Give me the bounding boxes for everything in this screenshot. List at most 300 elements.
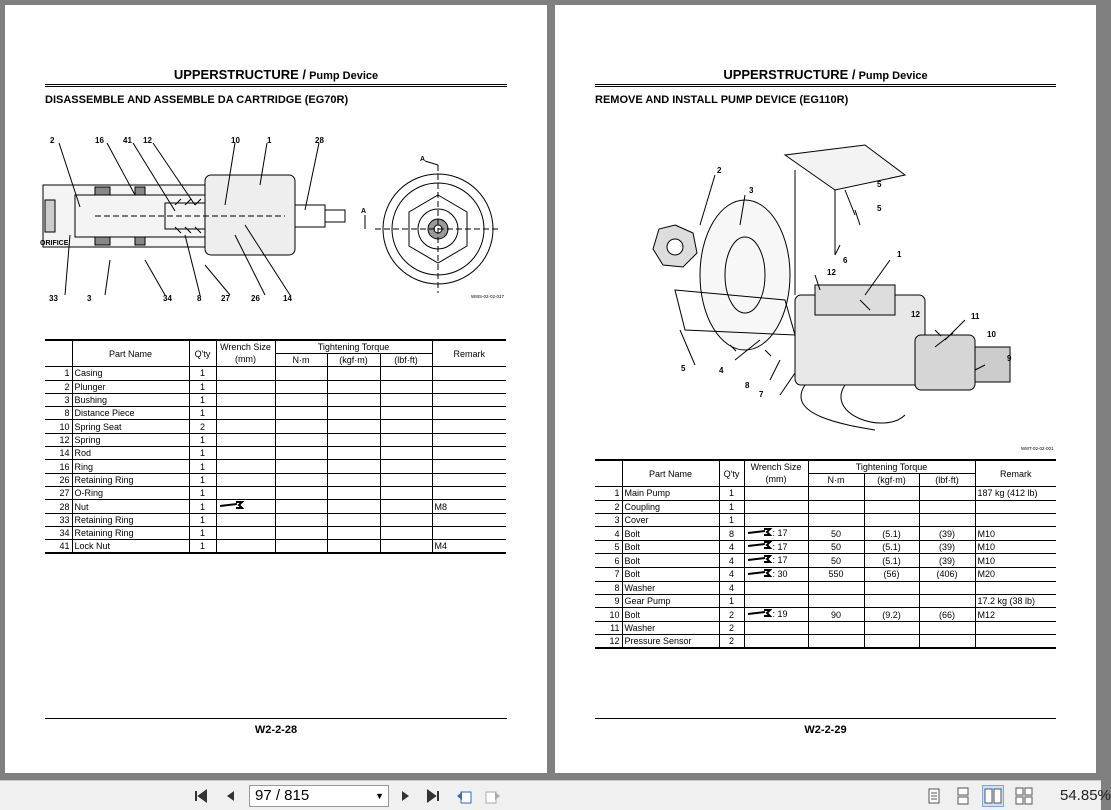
col-qty: Q'ty — [719, 460, 744, 487]
cell-remark — [432, 527, 506, 540]
table-row — [45, 380, 506, 393]
cell-qty: 1 — [189, 367, 216, 380]
cell-qty: 1 — [189, 393, 216, 406]
col-wrench: Wrench Size (mm) — [744, 460, 808, 487]
wrench-icon — [219, 501, 245, 513]
table-row — [45, 527, 506, 540]
page-number: W2-2-28 — [254, 724, 298, 736]
col-torque: Tightening Torque — [275, 340, 432, 354]
cell-lbf: (406) — [919, 568, 975, 582]
cell-no: 10 — [45, 420, 72, 433]
cell-remark — [975, 581, 1056, 594]
cell-nm — [808, 513, 864, 526]
cell-lbf — [380, 447, 432, 460]
label-9: 9 — [1007, 354, 1012, 363]
wrench-icon — [747, 555, 773, 567]
label-1: 1 — [897, 250, 902, 259]
cell-wrench — [744, 487, 808, 500]
cell-no: 1 — [595, 487, 622, 500]
cell-kgf — [864, 500, 919, 513]
cell-remark — [975, 635, 1056, 649]
page-number: W2-2-29 — [804, 724, 847, 736]
cell-wrench — [744, 513, 808, 526]
cell-kgf — [327, 433, 380, 446]
label-8: 8 — [745, 381, 750, 390]
cell-qty: 1 — [189, 433, 216, 446]
viewer-toolbar — [0, 780, 1111, 810]
go-forward-icon[interactable] — [482, 785, 504, 807]
cell-kgf: (9.2) — [864, 608, 919, 622]
cell-nm — [275, 540, 327, 554]
cell-qty: 2 — [189, 420, 216, 433]
cell-remark: M10 — [975, 540, 1056, 554]
cell-nm — [275, 367, 327, 380]
cell-no: 34 — [45, 527, 72, 540]
cell-name: Cover — [622, 513, 719, 526]
cell-kgf — [864, 513, 919, 526]
cell-qty: 2 — [719, 608, 744, 622]
cell-lbf: (66) — [919, 608, 975, 622]
cell-no: 14 — [45, 447, 72, 460]
cell-no: 8 — [595, 581, 622, 594]
label-12b: 12 — [911, 310, 920, 319]
cell-wrench — [744, 500, 808, 513]
col-kgf: (kgf·m) — [327, 354, 380, 367]
cell-name: Nut — [72, 500, 189, 514]
table-row — [595, 500, 1056, 513]
cell-no: 7 — [595, 568, 622, 582]
cell-kgf — [327, 500, 380, 514]
cell-no: 28 — [45, 500, 72, 514]
cell-qty: 8 — [719, 527, 744, 541]
cell-nm — [275, 513, 327, 526]
cell-wrench — [744, 621, 808, 634]
cell-lbf — [919, 635, 975, 649]
pump-device-drawing — [645, 115, 1065, 455]
cell-name: Retaining Ring — [72, 527, 189, 540]
header-rule — [595, 84, 1056, 87]
page-header: UPPERSTRUCTURE / Pump Device — [173, 67, 379, 82]
cell-remark — [432, 407, 506, 420]
label-12: 12 — [143, 136, 152, 145]
wrench-icon — [747, 528, 773, 540]
cell-remark — [432, 460, 506, 473]
cell-nm: 550 — [808, 568, 864, 582]
label-26: 26 — [251, 294, 260, 303]
cell-kgf — [327, 380, 380, 393]
cell-qty: 1 — [189, 473, 216, 486]
cell-wrench — [216, 393, 275, 406]
table-row — [595, 635, 1056, 649]
label-2: 2 — [717, 166, 722, 175]
cell-lbf — [380, 527, 432, 540]
cell-nm — [275, 447, 327, 460]
cell-qty: 1 — [189, 513, 216, 526]
wrench-icon — [747, 569, 773, 581]
cell-kgf: (5.1) — [864, 527, 919, 541]
cell-no: 8 — [45, 407, 72, 420]
col-part-name: Part Name — [72, 340, 189, 367]
cell-qty: 1 — [189, 447, 216, 460]
table-row — [45, 367, 506, 380]
cell-name: Rod — [72, 447, 189, 460]
label-41: 41 — [123, 136, 132, 145]
cell-no: 11 — [595, 621, 622, 634]
cell-lbf: (39) — [919, 540, 975, 554]
cell-no: 16 — [45, 460, 72, 473]
cell-nm — [808, 594, 864, 607]
cell-wrench — [216, 380, 275, 393]
label-6: 6 — [843, 256, 848, 265]
cell-wrench — [216, 473, 275, 486]
cell-nm: 50 — [808, 540, 864, 554]
label-5b: 5 — [877, 204, 882, 213]
cell-name: Bolt — [622, 554, 719, 568]
cell-remark: M4 — [432, 540, 506, 554]
cell-wrench: : 17 — [744, 540, 808, 554]
cell-nm — [275, 486, 327, 499]
page-number-input[interactable]: 97 / 815 ▼ — [249, 785, 389, 807]
cell-kgf — [327, 420, 380, 433]
cell-nm — [808, 487, 864, 500]
col-kgf: (kgf·m) — [864, 474, 919, 487]
cell-name: Ring — [72, 460, 189, 473]
cell-kgf — [864, 635, 919, 649]
cell-nm: 50 — [808, 527, 864, 541]
continuous-icon[interactable] — [952, 785, 974, 807]
col-nm: N·m — [275, 354, 327, 367]
cell-kgf — [327, 473, 380, 486]
col-part-name: Part Name — [622, 460, 719, 487]
cell-kgf — [864, 487, 919, 500]
table-row — [45, 460, 506, 473]
col-wrench: Wrench Size (mm) — [216, 340, 275, 367]
cell-remark — [975, 621, 1056, 634]
cell-qty: 1 — [719, 594, 744, 607]
cell-no: 6 — [595, 554, 622, 568]
col-nm: N·m — [808, 474, 864, 487]
table-row — [45, 473, 506, 486]
cell-no: 26 — [45, 473, 72, 486]
footer-rule — [595, 718, 1056, 719]
cell-kgf — [864, 594, 919, 607]
cell-name: Plunger — [72, 380, 189, 393]
cell-remark — [432, 393, 506, 406]
cell-name: Distance Piece — [72, 407, 189, 420]
cell-qty: 1 — [719, 500, 744, 513]
label-3: 3 — [749, 186, 754, 195]
cell-no: 27 — [45, 486, 72, 499]
cell-name: Spring — [72, 433, 189, 446]
cell-wrench — [216, 460, 275, 473]
next-page-icon[interactable] — [394, 785, 416, 807]
col-lbf: (lbf·ft) — [380, 354, 432, 367]
table-row — [595, 594, 1056, 607]
label-8: 8 — [197, 294, 202, 303]
cell-name: Bolt — [622, 527, 719, 541]
cell-name: Gear Pump — [622, 594, 719, 607]
cell-lbf — [380, 407, 432, 420]
cell-remark — [432, 486, 506, 499]
cell-remark: M10 — [975, 554, 1056, 568]
cell-qty: 1 — [719, 487, 744, 500]
table-row — [45, 500, 506, 514]
cell-remark — [432, 447, 506, 460]
cell-lbf — [380, 367, 432, 380]
cell-lbf — [380, 473, 432, 486]
facing-icon[interactable] — [982, 785, 1004, 807]
cell-wrench — [216, 500, 275, 514]
cell-kgf — [864, 581, 919, 594]
table-row — [45, 407, 506, 420]
header-rule — [45, 84, 507, 87]
cell-lbf — [380, 540, 432, 554]
cell-nm — [275, 380, 327, 393]
cell-wrench — [216, 407, 275, 420]
cell-remark — [432, 420, 506, 433]
cell-wrench — [744, 594, 808, 607]
cell-name: Casing — [72, 367, 189, 380]
cell-nm — [808, 635, 864, 649]
parts-table — [595, 459, 1056, 649]
cell-kgf — [327, 540, 380, 554]
cell-wrench: : 30 — [744, 568, 808, 582]
cell-wrench: : 19 — [744, 608, 808, 622]
cell-kgf — [327, 527, 380, 540]
table-row — [595, 513, 1056, 526]
prev-page-icon[interactable] — [220, 785, 242, 807]
cell-qty: 4 — [719, 540, 744, 554]
cell-name: Coupling — [622, 500, 719, 513]
cell-nm — [275, 433, 327, 446]
col-qty: Q'ty — [189, 340, 216, 367]
cell-lbf — [380, 380, 432, 393]
label-7: 7 — [759, 390, 764, 399]
table-row — [595, 527, 1056, 541]
cell-kgf: (5.1) — [864, 540, 919, 554]
label-5a: 5 — [877, 180, 882, 189]
da-cartridge-drawing — [35, 125, 515, 310]
table-row — [45, 486, 506, 499]
wrench-icon — [747, 609, 773, 621]
cell-name: Pressure Sensor — [622, 635, 719, 649]
label-16: 16 — [95, 136, 104, 145]
table-row — [45, 433, 506, 446]
cell-name: Bolt — [622, 568, 719, 582]
cell-wrench — [216, 527, 275, 540]
cell-qty: 1 — [189, 540, 216, 554]
cell-no: 41 — [45, 540, 72, 554]
label-10: 10 — [231, 136, 240, 145]
cell-wrench — [216, 486, 275, 499]
cell-no: 10 — [595, 608, 622, 622]
cell-remark — [975, 500, 1056, 513]
wrench-icon — [747, 541, 773, 553]
cell-lbf — [919, 621, 975, 634]
chevron-down-icon[interactable]: ▼ — [375, 791, 384, 801]
cell-nm: 90 — [808, 608, 864, 622]
cell-nm — [275, 420, 327, 433]
cell-lbf — [919, 487, 975, 500]
cell-qty: 4 — [719, 554, 744, 568]
col-lbf: (lbf·ft) — [919, 474, 975, 487]
cell-remark: M10 — [975, 527, 1056, 541]
cell-lbf — [919, 581, 975, 594]
cell-kgf — [327, 513, 380, 526]
label-12a: 12 — [827, 268, 836, 277]
cell-kgf: (56) — [864, 568, 919, 582]
cell-wrench — [216, 433, 275, 446]
label-a-top: A — [420, 156, 426, 163]
cell-lbf: (39) — [919, 527, 975, 541]
drawing-code: W8IT-02-02-001 — [1021, 446, 1054, 451]
label-a-side: A — [361, 208, 367, 215]
cell-kgf — [327, 460, 380, 473]
cell-name: Washer — [622, 621, 719, 634]
cell-no: 2 — [595, 500, 622, 513]
table-row — [45, 447, 506, 460]
table-row — [595, 621, 1056, 634]
cell-lbf — [919, 513, 975, 526]
label-10: 10 — [987, 330, 996, 339]
cell-nm — [275, 393, 327, 406]
cell-qty: 1 — [189, 486, 216, 499]
cell-kgf — [327, 447, 380, 460]
cell-no: 3 — [45, 393, 72, 406]
cell-lbf — [380, 486, 432, 499]
table-row — [595, 608, 1056, 622]
cell-remark — [432, 513, 506, 526]
cell-nm — [808, 581, 864, 594]
cell-name: Lock Nut — [72, 540, 189, 554]
cell-qty: 1 — [189, 460, 216, 473]
label-34: 34 — [163, 294, 172, 303]
col-remark: Remark — [432, 340, 506, 367]
cell-wrench — [216, 513, 275, 526]
cell-remark — [432, 380, 506, 393]
table-row — [45, 513, 506, 526]
label-orifice: ORIFICE — [40, 240, 69, 247]
cell-kgf — [327, 367, 380, 380]
cell-remark: 187 kg (412 lb) — [975, 487, 1056, 500]
cell-qty: 4 — [719, 581, 744, 594]
table-row — [595, 487, 1056, 500]
cell-lbf — [380, 420, 432, 433]
cell-no: 9 — [595, 594, 622, 607]
label-14: 14 — [283, 294, 292, 303]
last-page-icon[interactable] — [422, 785, 444, 807]
cell-qty: 2 — [719, 621, 744, 634]
cell-qty: 1 — [189, 407, 216, 420]
cell-nm — [275, 473, 327, 486]
table-row — [45, 540, 506, 554]
label-1: 1 — [267, 136, 272, 145]
col-remark: Remark — [975, 460, 1056, 487]
cell-lbf — [380, 393, 432, 406]
footer-rule — [45, 718, 507, 719]
table-row — [595, 568, 1056, 582]
label-27: 27 — [221, 294, 230, 303]
table-row — [45, 393, 506, 406]
document-page-right — [555, 5, 1096, 773]
cell-remark — [432, 433, 506, 446]
cell-name: Washer — [622, 581, 719, 594]
cell-kgf — [327, 407, 380, 420]
cell-name: Bolt — [622, 608, 719, 622]
continuous-facing-icon[interactable] — [1013, 785, 1035, 807]
cell-wrench — [744, 581, 808, 594]
cell-wrench — [216, 447, 275, 460]
label-33: 33 — [49, 294, 58, 303]
cell-kgf — [327, 393, 380, 406]
cell-wrench — [216, 367, 275, 380]
cell-wrench: : 17 — [744, 527, 808, 541]
cell-wrench — [744, 635, 808, 649]
cell-remark: M12 — [975, 608, 1056, 622]
cell-remark — [432, 473, 506, 486]
cell-remark — [432, 367, 506, 380]
cell-no: 3 — [595, 513, 622, 526]
cell-lbf: (39) — [919, 554, 975, 568]
cell-lbf — [380, 460, 432, 473]
cell-qty: 1 — [719, 513, 744, 526]
cell-qty: 1 — [189, 500, 216, 514]
table-row — [45, 420, 506, 433]
label-5c: 5 — [681, 364, 686, 373]
single-page-icon[interactable] — [923, 785, 945, 807]
label-11: 11 — [971, 312, 980, 321]
cell-name: Retaining Ring — [72, 473, 189, 486]
table-row — [595, 581, 1056, 594]
cell-nm: 50 — [808, 554, 864, 568]
page-header: UPPERSTRUCTURE / Pump Device — [723, 67, 928, 82]
cell-wrench: : 17 — [744, 554, 808, 568]
cell-remark: M8 — [432, 500, 506, 514]
section-title: REMOVE AND INSTALL PUMP DEVICE (EG110R) — [595, 94, 849, 106]
cell-no: 12 — [45, 433, 72, 446]
cell-nm — [275, 527, 327, 540]
cell-lbf — [380, 500, 432, 514]
cell-no: 1 — [45, 367, 72, 380]
cell-qty: 4 — [719, 568, 744, 582]
cell-no: 12 — [595, 635, 622, 649]
cell-name: Main Pump — [622, 487, 719, 500]
document-page-left — [5, 5, 547, 773]
col-torque: Tightening Torque — [808, 460, 975, 474]
cell-nm — [808, 621, 864, 634]
first-page-icon[interactable] — [190, 785, 212, 807]
table-row — [595, 554, 1056, 568]
cell-name: Bushing — [72, 393, 189, 406]
cell-nm — [275, 407, 327, 420]
label-3: 3 — [87, 294, 92, 303]
cell-name: Spring Seat — [72, 420, 189, 433]
cell-remark: M20 — [975, 568, 1056, 582]
cell-lbf — [919, 594, 975, 607]
cell-remark: 17.2 kg (38 lb) — [975, 594, 1056, 607]
label-28: 28 — [315, 136, 324, 145]
go-back-icon[interactable] — [453, 785, 475, 807]
cell-kgf: (5.1) — [864, 554, 919, 568]
zoom-level[interactable]: 54.85% — [1060, 787, 1111, 804]
cell-no: 5 — [595, 540, 622, 554]
cell-qty: 1 — [189, 527, 216, 540]
cell-name: Retaining Ring — [72, 513, 189, 526]
cell-wrench — [216, 420, 275, 433]
cell-lbf — [380, 433, 432, 446]
cell-nm — [275, 500, 327, 514]
cell-kgf — [864, 621, 919, 634]
